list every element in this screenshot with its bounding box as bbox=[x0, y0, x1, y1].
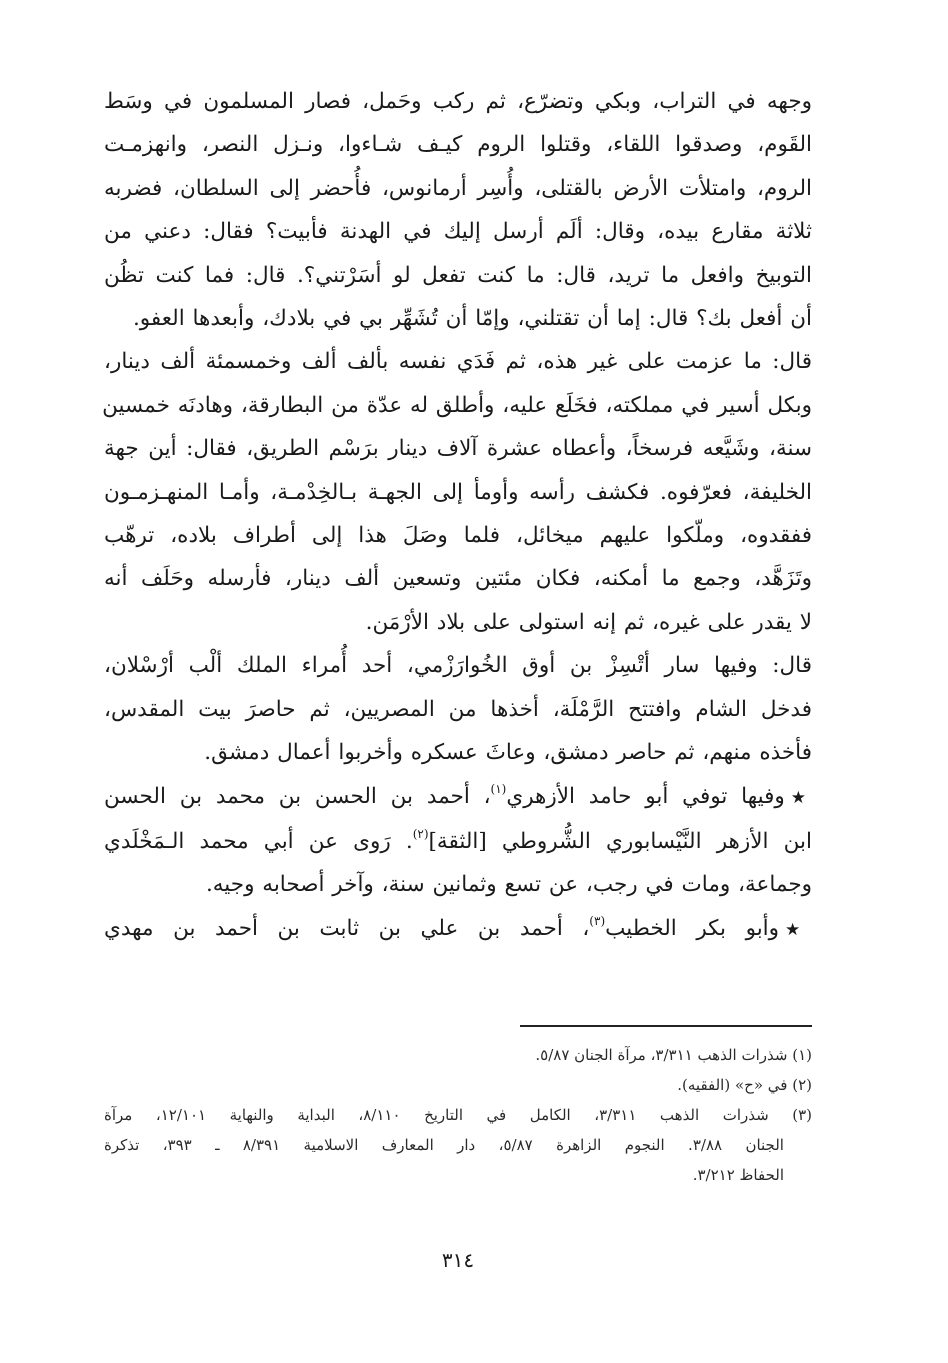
text-run: وفيها توفي أبو حامد الأزهري bbox=[506, 783, 785, 809]
text-run: ، أحمد بن علي بن ثابت بن أحمد بن مهدي bbox=[104, 915, 590, 941]
book-page bbox=[102, 80, 812, 1272]
page-number: ٣١٤ bbox=[441, 1248, 475, 1272]
text-run: وأبو بكر الخطيب bbox=[605, 915, 780, 941]
text-line: وبكل أسير في مملكته، فخَلَع عليه، وأطلق له عدّة من البطارقة، وهادنَه خمسين bbox=[102, 392, 812, 418]
text-line: الروم، وامتلأت الأرض بالقتلى، وأُسِر أرمانوس، فأُحضر إلى السلطان، فضربه bbox=[104, 175, 812, 201]
text-line: أن أفعل بك؟ قال: إما أن تقتلني، وإمّا أن تُشَهِّر بي في بلادك، وأبعدها العفو. bbox=[132, 306, 812, 332]
text-run: . رَوى عن أبي محمد الـمَخْلَدي bbox=[104, 828, 413, 854]
footnote-separator bbox=[520, 1025, 812, 1027]
text-line: ثلاثة مقارع بيده، وقال: ألَم أرسل إليك في الهدنة فأبيت؟ فقال: دعني من bbox=[104, 219, 812, 245]
text-line bbox=[104, 820, 812, 863]
text-line bbox=[104, 907, 812, 952]
text-line: ففقدوه، وملّكوا عليهم ميخائل، فلما وصَلَ هذا إلى أطراف بلاده، ترهّب bbox=[104, 523, 812, 549]
text-line: الخليفة، فعرّفوه. فكشف رأسه وأومأ إلى الجهـة بـالخِدْمـة، وأمـا المنهـزمـون bbox=[104, 479, 812, 505]
text-line: قال: وفيها سار أتْسِزْ بن أوق الخُوارَزْمي، أحد أُمراء الملك ألْب أرْسْلان، bbox=[104, 653, 812, 679]
footnote-marker: (٣) bbox=[589, 913, 606, 928]
text-run: ابن الأزهر النَّيْسابوري الشُّروطي [الثقة] bbox=[428, 828, 812, 854]
footnote-1: (١) شذرات الذهب ٣/٣١١، مرآة الجنان ٥/٨٧. bbox=[535, 1046, 812, 1064]
paragraph-azhari-obituary bbox=[104, 775, 812, 907]
text-line: سنة، وشَيَّعه فرسخاً، وأعطاه عشرة آلاف دينار برَسْم الطريق، فقال: أين جهة bbox=[104, 436, 812, 462]
paragraph-khatib-obituary bbox=[104, 907, 812, 952]
text-line bbox=[104, 775, 812, 820]
paragraph-battle-account bbox=[104, 80, 812, 644]
text-line: التوبيخ وافعل ما تريد، قال: ما كنت تفعل لو أسَرْتني؟. قال: فما كنت تظُن bbox=[104, 262, 812, 288]
main-text bbox=[104, 80, 812, 952]
text-line: فأخذه منهم، ثم حاصر دمشق، وعاثَ عسكره وأخربوا أعمال دمشق. bbox=[204, 740, 812, 766]
text-line: وجماعة، ومات في رجب، عن تسع وثمانين سنة، وآخر أصحابه وجيه. bbox=[205, 872, 812, 898]
text-line: وتَزَهَّد، وجمع ما أمكنه، فكان مئتين وتسعين ألف دينار، فأرسله وحَلَف أنه bbox=[104, 566, 812, 592]
footnote-2: (٢) في «ح» (الفقيه). bbox=[677, 1076, 812, 1094]
footnote-3-continued: الحفاظ ٣/٢١٢. bbox=[692, 1166, 784, 1184]
text-line: فدخل الشام وافتتح الرَّمْلَة، أخذها من المصريين، ثم حاصرَ بيت المقدس، bbox=[104, 696, 812, 722]
footnote-marker: (٢) bbox=[412, 826, 429, 841]
footnotes bbox=[104, 1040, 812, 1190]
footnote-marker: (١) bbox=[490, 781, 507, 796]
text-line: القَوم، وصدقوا اللقاء، وقتلوا الروم كيـف شـاءوا، ونـزل النصر، وانهزمـت bbox=[104, 132, 812, 158]
star-marker: ★ bbox=[785, 919, 812, 940]
text-line: وجهه في التراب، وبكي وتضرّع، ثم ركب وحَمل، فصار المسلمون في وسَط bbox=[104, 89, 812, 114]
text-run: ، أحمد بن الحسن بن محمد بن الحسن bbox=[104, 783, 491, 809]
footnote-3-continued: الجنان ٣/٨٨. النجوم الزاهرة ٥/٨٧، دار المعارف الاسلامية ٨/٣٩١ ـ ٣٩٣، تذكرة bbox=[104, 1136, 784, 1154]
text-line: قال: ما عزمت على غير هذه، ثم فَدَي نفسه بألف ألف وخمسمئة ألف دينار، bbox=[104, 349, 812, 375]
text-line: لا يقدر على غيره، ثم إنه استولى على بلاد الأرْمَن. bbox=[365, 609, 812, 635]
paragraph-atsiz bbox=[104, 644, 812, 774]
star-marker: ★ bbox=[790, 787, 812, 808]
footnote-3: (٣) شذرات الذهب ٣/٣١١، الكامل في التاريخ ٨/١١٠، البداية والنهاية ١٢/١٠١، مرآة bbox=[104, 1106, 812, 1124]
